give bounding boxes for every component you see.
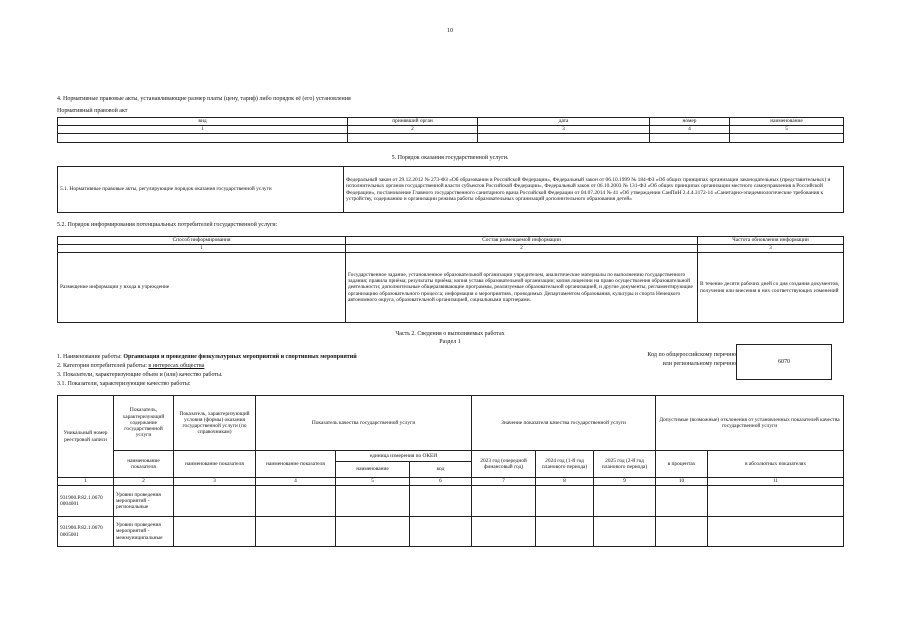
header-deviation: Допустимые (возможные) отклонения от установленных показателей качества государственной услуги: [656, 396, 844, 451]
col-number: 6: [410, 478, 472, 486]
quality-heading: 3.1. Показатели, характеризующие качество работы:: [57, 381, 191, 387]
header-indicator-name: наименование показателя: [256, 451, 336, 478]
code-box: [736, 344, 832, 380]
header-content: Состав размещаемой информации: [346, 237, 698, 245]
header-year-2023: 2023 год (очередной финансовый год): [472, 451, 536, 478]
section52-title: 5.2. Порядок информирования потенциальных потребителей государственной услуги:: [57, 222, 278, 228]
row-content: Уровни проведения мероприятий - межмуниципальные: [114, 517, 174, 547]
col-number: 5: [336, 478, 410, 486]
table-row: [58, 517, 844, 547]
procedure-label: 5.1. Нормативные правовые акты, регулирующие порядок оказания государственной услуги: [58, 167, 344, 213]
header-unit-okei: единица измерения по ОКЕИ: [336, 451, 472, 462]
col-number: 3: [174, 478, 256, 486]
col-number: 10: [656, 478, 708, 486]
col-number: 2: [114, 478, 174, 486]
consumer-category-value: в интересах общества: [148, 363, 205, 369]
col-number: 4: [650, 126, 730, 134]
col-number: 1: [58, 126, 348, 134]
code-label: Код по общероссийскому перечню или региональному перечню: [647, 352, 736, 367]
header-unit-code: код: [410, 462, 472, 478]
header-absolute: в абсолютных показателях: [708, 451, 844, 478]
col-number: 3: [478, 126, 650, 134]
row-content: Уровни проведения мероприятий - региональные: [114, 486, 174, 517]
header-percent: в процентах: [656, 451, 708, 478]
header-conditions-indicator: Показатель, характеризующий условия (формы) оказания государственной услуги (по справочникам): [174, 396, 256, 451]
part2-section: Раздел 1: [439, 339, 461, 345]
quality-table: [57, 395, 844, 547]
info-frequency: В течение десяти рабочих дней со дня создания документов, получения или внесения в них соответствующих изменений: [698, 253, 844, 323]
header-indicator-name: наименование показателя: [114, 451, 174, 478]
header-name: наименование: [730, 118, 844, 126]
header-date: дата: [478, 118, 650, 126]
information-table: [57, 236, 844, 323]
header-year-2025: 2025 год (2-й год планового периода): [594, 451, 656, 478]
indicators-heading: 3. Показатели, характеризующие объем и (или) качество работы.: [57, 372, 223, 378]
work-name: [57, 354, 357, 360]
work-name-prefix: 1. Наименование работы:: [57, 354, 124, 360]
info-content: Государственное задание, установленное образовательной организации учредителем, аналитические материалы по выполнению государственного задания; правила приёма; результаты приёма; копия устава образовательной организации; копия лицензии на право осуществления образовательной деятельности; дополнительные общеразвивающие программы, реализуемые образовательной организацией, и другие документы, регламентирующие организацию образовательного процесса; информация о мероприятиях, проводимых Департаментом образования, культуры и спорта Ненецкого автономного округа, образовательной организацией, социальными партнерами.: [346, 253, 698, 323]
section4-subtitle: Нормативный правовой акт: [57, 108, 128, 114]
row-unique-number: 931900.Р.82.1.0670 0005001: [58, 517, 114, 547]
header-year-2024: 2024 год (1-й год планового периода): [536, 451, 594, 478]
col-number: 7: [472, 478, 536, 486]
code-value: 6070: [778, 359, 790, 365]
header-type: вид: [58, 118, 348, 126]
part2-title: Часть 2. Сведения о выполняемых работах: [395, 331, 505, 337]
header-frequency: Частота обновления информации: [698, 237, 844, 245]
table-row: [58, 486, 844, 517]
header-quality-value: Значение показателя качества государственной услуги: [472, 396, 656, 451]
consumer-category: [57, 363, 204, 369]
page-number: 10: [447, 28, 453, 34]
col-number: 2: [348, 126, 478, 134]
header-method: Способ информирования: [58, 237, 346, 245]
procedure-text: Федеральный закон от 29.12.2012 № 273-ФЗ «Об образовании в Российской Федерации», Федеральный закон от 06.10.1999 № 184-ФЗ «Об общих принципах организации законодательных (представительных) и исполнительных органов государственной власти субъектов Российской Федерации», Федеральный закон от 06.10.2003 № 131-ФЗ «Об общих принципах организации местного самоуправления в Российской Федерации», постановление Главного государственного санитарного врача Российской Федерации от 04.07.2014 № 41 «Об утверждении СанПиН 2.4.4.3172-14 «Санитарно-эпидемиологические требования к устройству, содержанию и организации режима работы образовательных организаций дополнительного образования детей»: [344, 167, 844, 213]
procedure-table: [57, 166, 844, 213]
col-number: 11: [708, 478, 844, 486]
col-number: 5: [730, 126, 844, 134]
header-unique-number: Уникальный номер реестровой записи: [58, 396, 114, 478]
section4-title: 4. Нормативные правовые акты, устанавливающие размер платы (цену, тариф) либо порядок её (его) установления: [57, 96, 351, 102]
col-number: 1: [58, 245, 346, 253]
header-unit-name: наименование: [336, 462, 410, 478]
col-number: 8: [536, 478, 594, 486]
header-indicator-name: наименование показателя: [174, 451, 256, 478]
col-number: 4: [256, 478, 336, 486]
header-content-indicator: Показатель, характеризующий содержание государственной услуги: [114, 396, 174, 451]
col-number: 1: [58, 478, 114, 486]
info-method: Размещение информации у входа в учреждение: [58, 253, 346, 323]
row-unique-number: 931900.Р.82.1.0670 0004001: [58, 486, 114, 517]
legal-acts-table: [57, 117, 844, 143]
header-number: номер: [650, 118, 730, 126]
section5-title: 5. Порядок оказания государственной услуги.: [391, 155, 509, 161]
header-authority: принявший орган: [348, 118, 478, 126]
header-quality-indicator: Показатель качества государственной услуги: [256, 396, 472, 451]
col-number: 2: [346, 245, 698, 253]
work-name-value: Организация и проведение физкультурных мероприятий и спортивных мероприятий: [123, 354, 357, 360]
col-number: 9: [594, 478, 656, 486]
col-number: 3: [698, 245, 844, 253]
consumer-category-prefix: 2. Категория потребителей работы:: [57, 363, 149, 369]
